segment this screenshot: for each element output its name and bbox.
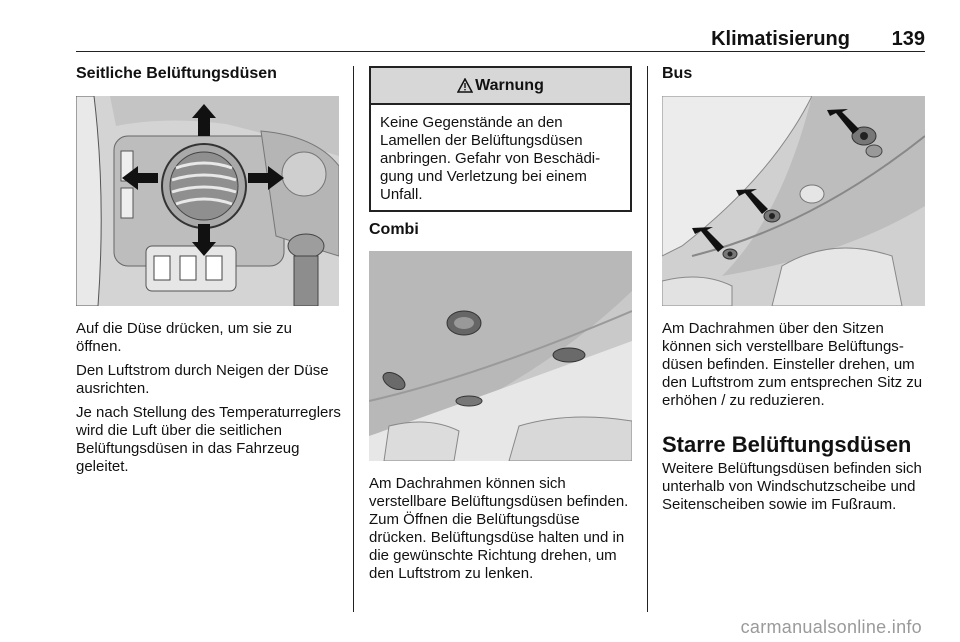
- running-header-title: Klimatisierung: [711, 28, 850, 50]
- warning-title: Warnung: [475, 76, 544, 94]
- paragraph: Am Dachrahmen über den Sitzen können sich verstellbare Belüftungsdüsen befinden. Einsteller drehen, um den Luftstrom zum entsprechen Sitz zu erhöhen / zu reduzieren.: [662, 320, 923, 409]
- column-divider-right: [647, 66, 648, 612]
- header-rule: [76, 51, 925, 52]
- combi-roof-vent-illustration: [369, 251, 632, 461]
- bus-roof-vent-illustration: [662, 96, 925, 306]
- paragraph: Weitere Belüftungsdüsen befinden sich unterhalb von Windschutzscheibe und Seitenscheiben sowie im Fußraum.: [662, 460, 922, 513]
- paragraph: Den Luftstrom durch Neigen der Düse ausrichten.: [76, 362, 329, 397]
- warning-header: [371, 68, 630, 105]
- paragraph: Je nach Stellung des Temperaturreglers wird die Luft über die seitlichen Belüftungsdüsen in das Fahrzeug geleitet.: [76, 404, 341, 475]
- section-heading-side-vents: Seitliche Belüftungsdüsen: [76, 65, 277, 82]
- column-3-text: [662, 320, 927, 416]
- warning-text: Keine Gegenstände an den Lamellen der Belüftungsdüsen anbringen. Gefahr von Beschädigung und Verletzung bei einem Unfall.: [380, 114, 601, 203]
- column-2-text: [369, 475, 634, 589]
- section-heading-fixed-vents: Starre Belüftungsdüsen: [662, 432, 912, 457]
- paragraph: Auf die Düse drücken, um sie zu öffnen.: [76, 320, 292, 355]
- section-heading-bus: Bus: [662, 65, 693, 82]
- side-vent-drawing: [76, 96, 339, 306]
- watermark: carmanualsonline.info: [740, 617, 922, 637]
- section-heading-combi: Combi: [369, 221, 419, 238]
- warning-box: [369, 66, 632, 212]
- column-3-text-2: [662, 460, 927, 520]
- combi-roof-drawing: [369, 251, 632, 461]
- warning-triangle-icon: [457, 78, 473, 93]
- page-number: 139: [891, 28, 925, 50]
- bus-roof-drawing: [662, 96, 925, 306]
- column-divider-left: [353, 66, 354, 612]
- side-vent-illustration: [76, 96, 339, 306]
- column-1-text: [76, 320, 341, 482]
- paragraph: Am Dachrahmen können sich verstellbare Belüftungsdüsen befinden. Zum Öffnen die Belüftungsdüse drücken. Belüftungsdüse halten und in die gewünschte Richtung drehen, um den Luftstrom zu lenken.: [369, 475, 629, 582]
